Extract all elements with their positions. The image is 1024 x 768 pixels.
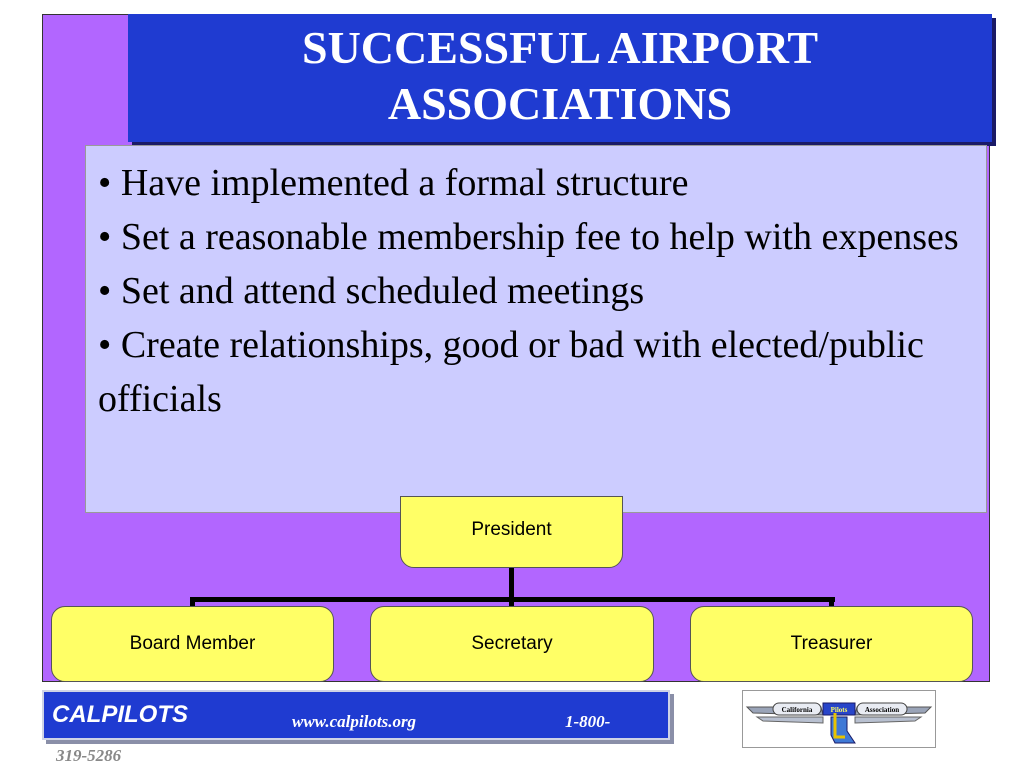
logo-text-right: Association <box>864 706 900 714</box>
org-label-treasurer: Treasurer <box>790 633 873 654</box>
org-label-board-member: Board Member <box>129 633 256 654</box>
title-line-1: SUCCESSFUL AIRPORT <box>301 22 819 73</box>
footer-phone-part1: 1-800- <box>565 712 611 731</box>
bullet-box <box>85 145 987 513</box>
footer-brand: CALPILOTS <box>52 701 188 728</box>
bullet-item: • Set a reasonable membership fee to help with expenses <box>98 210 976 264</box>
org-box-president <box>400 496 623 568</box>
bullet-list <box>98 156 976 426</box>
org-label-secretary: Secretary <box>471 633 553 654</box>
wings-logo-icon <box>743 691 935 747</box>
bullet-item: • Set and attend scheduled meetings <box>98 264 976 318</box>
org-box-secretary <box>370 606 654 682</box>
bullet-item: • Have implemented a formal structure <box>98 156 976 210</box>
california-pilots-association-logo <box>742 690 936 748</box>
slide-title <box>128 20 992 132</box>
title-line-2: ASSOCIATIONS <box>387 78 733 129</box>
footer-url[interactable]: www.calpilots.org <box>292 712 417 731</box>
org-box-board-member <box>51 606 334 682</box>
bullet-item: • Create relationships, good or bad with elected/public officials <box>98 318 976 426</box>
org-box-treasurer <box>690 606 973 682</box>
footer-phone-part2: 319-5286 <box>56 746 122 765</box>
logo-text-center: Pilots <box>830 706 848 714</box>
logo-text-left: California <box>781 706 813 714</box>
org-label-president: President <box>471 519 552 540</box>
